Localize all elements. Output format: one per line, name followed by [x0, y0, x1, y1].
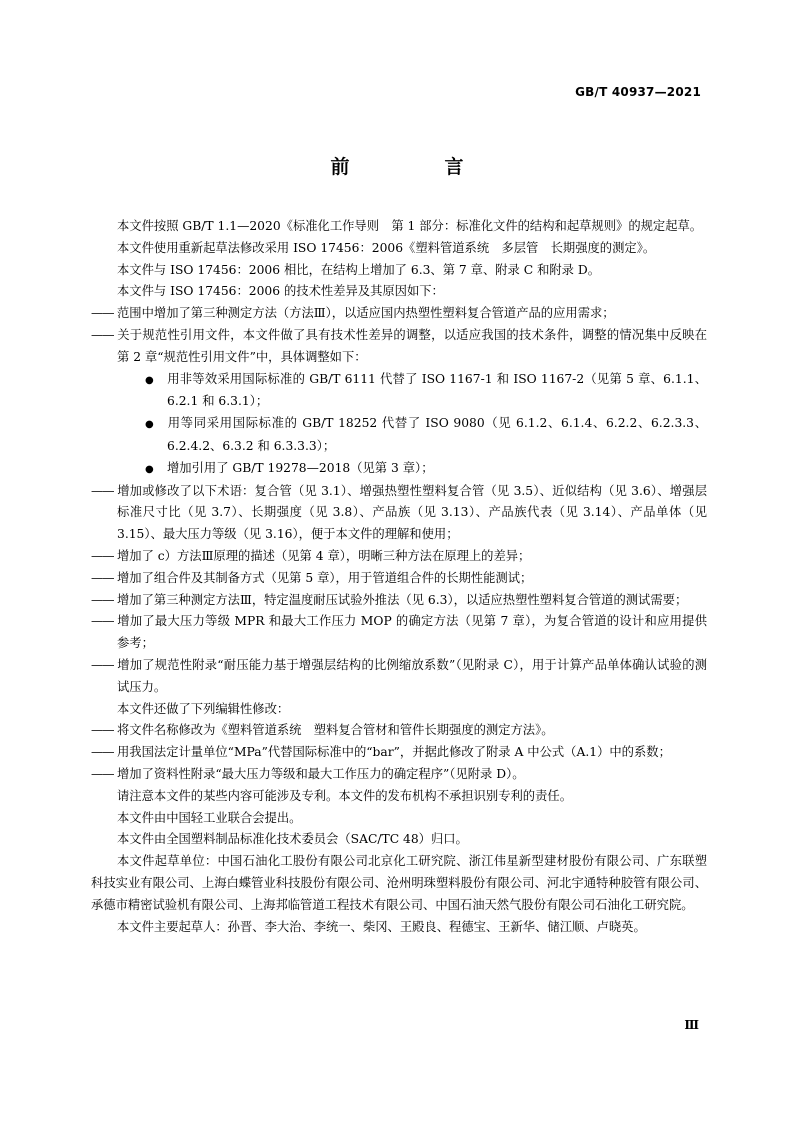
dash-item [91, 742, 707, 764]
dash-mark: —— [91, 723, 114, 738]
bullet-item [91, 413, 707, 458]
dash-item-text: 将文件名称修改为《塑料管道系统 塑料复合管材和管件长期强度的测定方法》。 [117, 723, 554, 738]
bullet-icon: ● [145, 463, 154, 475]
paragraph: 本文件按照 GB/T 1.1—2020《标准化工作导则 第 1 部分：标准化文件的结构和起草规则》的规定起草。 [117, 219, 703, 233]
dash-item-text: 增加或修改了以下术语：复合管（见 3.1）、增强热塑性塑料复合管（见 3.5）、近似结构（见 3.6）、增强层标准尺寸比（见 3.7）、长期强度（见 3.8）、产品族（见 3.13）、产品族代表（见 3.14）、产品单体（见 3.15）、最大压力等级（见 3.16），便于本文件的理解和使用； [117, 483, 707, 542]
dash-mark: —— [91, 548, 114, 563]
dash-item-text: 增加了第三种测定方法Ⅲ，特定温度耐压试验外推法（见 6.3），以适应热塑性塑料复合管道的测试需要； [117, 592, 688, 607]
dash-item-text: 用我国法定计量单位“MPa”代替国际标准中的“bar”，并据此修改了附录 A 中公式（A.1）中的系数； [117, 745, 671, 760]
bullet-icon: ● [145, 374, 154, 386]
dash-item-text: 增加了资料性附录“最大压力等级和最大工作压力的确定程序”（见附录 D）。 [117, 766, 525, 781]
paragraph: 本文件与 ISO 17456：2006 的技术性差异及其原因如下： [117, 284, 444, 299]
bullet-item [91, 369, 707, 414]
dash-item [91, 764, 707, 786]
dash-item-text: 范围中增加了第三种测定方法（方法Ⅲ），以适应国内热塑性塑料复合管道产品的应用需求； [117, 306, 615, 321]
dash-item [91, 720, 707, 742]
dash-item-text: 增加了组合件及其制备方式（见第 5 章），用于管道组合件的长期性能测试； [117, 570, 533, 585]
bullet-item [91, 458, 707, 481]
bullet-item-text: 增加引用了 GB/T 19278—2018（见第 3 章）； [167, 460, 434, 475]
paragraph: 本文件与 ISO 17456：2006 相比，在结构上增加了 6.3、第 7 章、附录 C 和附录 D。 [117, 262, 601, 277]
dash-item [91, 568, 707, 590]
dash-mark: —— [91, 614, 114, 629]
dash-mark: —— [91, 657, 114, 672]
dash-item-text: 增加了 c）方法Ⅲ原理的描述（见第 4 章），明晰三种方法在原理上的差异； [117, 548, 531, 563]
dash-item [91, 303, 707, 325]
dash-mark: —— [91, 306, 114, 321]
paragraph: 本文件由中国轻工业联合会提出。 [117, 810, 302, 825]
dash-mark: —— [91, 766, 114, 781]
standard-code: GB/T 40937—2021 [575, 85, 701, 99]
page-title: 前 言 [330, 156, 502, 178]
dash-item [91, 611, 707, 655]
dash-item-text: 增加了规范性附录“耐压能力基于增强层结构的比例缩放系数”（见附录 C），用于计算产品单体确认试验的测试压力。 [117, 657, 707, 694]
paragraph: 请注意本文件的某些内容可能涉及专利。本文件的发布机构不承担识别专利的责任。 [117, 788, 572, 803]
page-number: Ⅲ [684, 1018, 699, 1032]
dash-item [91, 325, 707, 369]
dash-item [91, 655, 707, 699]
dash-mark: —— [91, 745, 114, 760]
paragraph: 本文件起草单位：中国石油化工股份有限公司北京化工研究院、浙江伟星新型建材股份有限公司、广东联塑科技实业有限公司、上海白蝶管业科技股份有限公司、沧州明珠塑料股份有限公司、河北宇通特种胶管有限公司、承德市精密试验机有限公司、上海邦临管道工程技术有限公司、中国石油天然气股份有限公司石油化工研究院。 [91, 854, 707, 912]
dash-item [91, 590, 707, 612]
paragraph: 本文件还做了下列编辑性修改： [117, 701, 290, 716]
dash-mark: —— [91, 327, 114, 342]
dash-mark: —— [91, 570, 114, 585]
dash-item [91, 546, 707, 568]
bullet-item-text: 用等同采用国际标准的 GB/T 18252 代替了 ISO 9080（见 6.1.2、6.1.4、6.2.2、6.2.3.3、6.2.4.2、6.3.2 和 6.3.3.3）； [167, 416, 707, 453]
paragraph: 本文件主要起草人：孙晋、李大治、李统一、柴冈、王殿良、程德宝、王新华、储江顺、卢晓英。 [117, 919, 646, 934]
dash-item [91, 481, 707, 546]
foreword-body [91, 216, 707, 938]
dash-mark: —— [91, 483, 114, 498]
bullet-item-text: 用非等效采用国际标准的 GB/T 6111 代替了 ISO 1167-1 和 ISO 1167-2（见第 5 章、6.1.1、6.2.1 和 6.3.1）； [167, 371, 707, 409]
paragraph: 本文件使用重新起草法修改采用 ISO 17456：2006《塑料管道系统 多层管 长期强度的测定》。 [117, 240, 656, 255]
dash-item-text: 关于规范性引用文件，本文件做了具有技术性差异的调整，以适应我国的技术条件，调整的情况集中反映在第 2 章“规范性引用文件”中，具体调整如下： [117, 327, 707, 364]
paragraph: 本文件由全国塑料制品标准化技术委员会（SAC/TC 48）归口。 [117, 832, 468, 847]
dash-item-text: 增加了最大压力等级 MPR 和最大工作压力 MOP 的确定方法（见第 7 章），为复合管道的设计和应用提供参考； [117, 614, 707, 651]
bullet-icon: ● [145, 419, 154, 431]
dash-mark: —— [91, 592, 114, 607]
